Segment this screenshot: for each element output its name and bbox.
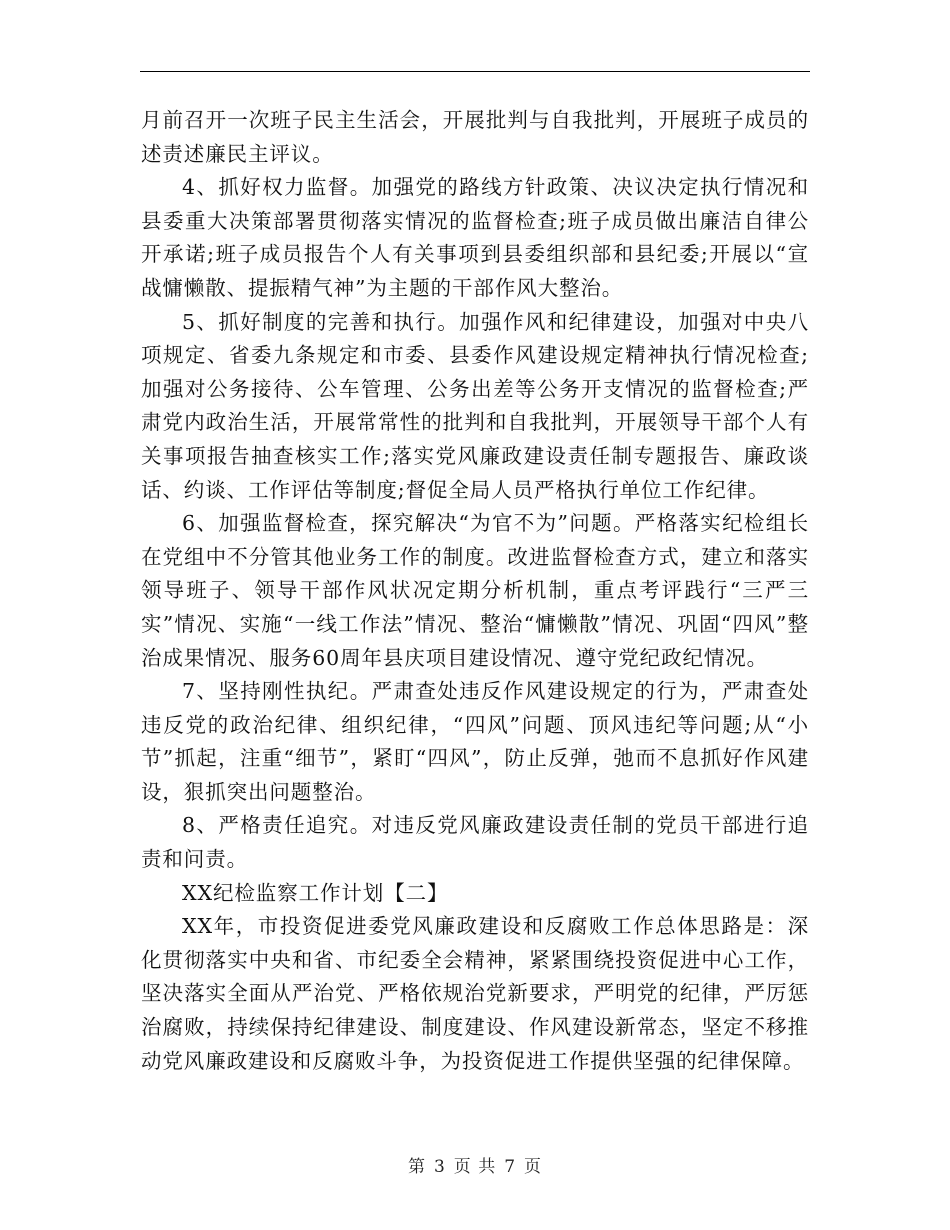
paragraph-overview: XX年，市投资促进委党风廉政建设和反腐败工作总体思路是：深化贯彻落实中央和省、市纪委全会精神，紧紧围绕投资促进中心工作，坚决落实全面从严治党、严格依规治党新要求，严明党的纪律，严厉惩治腐败，持续保持纪律建设、制度建设、作风建设新常态，坚定不移推动党风廉政建设和反腐败斗争，为投资促进工作提供坚强的纪律保障。 <box>141 914 809 1073</box>
paragraph-item-5: 5、抓好制度的完善和执行。加强作风和纪律建设，加强对中央八项规定、省委九条规定和市委、县委作风建设规定精神执行情况检查;加强对公务接待、公车管理、公务出差等公务开支情况的监督检查;严肃党内政治生活，开展常常性的批判和自我批判，开展领导干部个人有关事项报告抽查核实工作;落实党风廉政建设责任制专题报告、廉政谈话、约谈、工作评估等制度;督促全局人员严格执行单位工作纪律。 <box>141 309 809 502</box>
footer-middle: 页 共 <box>453 1157 497 1177</box>
page-number: 3 <box>433 1157 446 1177</box>
footer-prefix: 第 <box>407 1157 426 1177</box>
page-footer <box>0 1152 950 1177</box>
document-body <box>141 104 809 1078</box>
paragraph-item-4: 4、抓好权力监督。加强党的路线方针政策、决议决定执行情况和县委重大决策部署贯彻落实情况的监督检查;班子成员做出廉洁自律公开承诺;班子成员报告个人有关事项到县委组织部和县纪委;开展以“宣战慵懒散、提振精气神”为主题的干部作风大整治。 <box>141 175 809 300</box>
section-heading: XX纪检监察工作计划【二】 <box>182 880 449 905</box>
paragraph-item-8: 8、严格责任追究。对违反党风廉政建设责任制的党员干部进行追责和问责。 <box>141 813 809 872</box>
paragraph-continuation: 月前召开一次班子民主生活会，开展批判与自我批判，开展班子成员的述责述廉民主评议。 <box>141 108 809 166</box>
paragraph-item-6: 6、加强监督检查，探究解决“为官不为”问题。严格落实纪检组长在党组中不分管其他业务工作的制度。改进监督检查方式，建立和落实领导班子、领导干部作风状况定期分析机制，重点考评践行“三严三实”情况、实施“一线工作法”情况、整治“慵懒散”情况、巩固“四风”整治成果情况、服务60周年县庆项目建设情况、遵守党纪政纪情况。 <box>141 511 809 670</box>
paragraph-item-7: 7、坚持刚性执纪。严肃查处违反作风建设规定的行为，严肃查处违反党的政治纪律、组织纪律，“四风”问题、顶风违纪等问题;从“小节”抓起，注重“细节”，紧盯“四风”，防止反弹，弛而不息抓好作风建设，狠抓突出问题整治。 <box>141 679 809 804</box>
total-pages: 7 <box>504 1157 517 1177</box>
header-rule <box>140 71 810 72</box>
footer-suffix: 页 <box>524 1157 543 1177</box>
